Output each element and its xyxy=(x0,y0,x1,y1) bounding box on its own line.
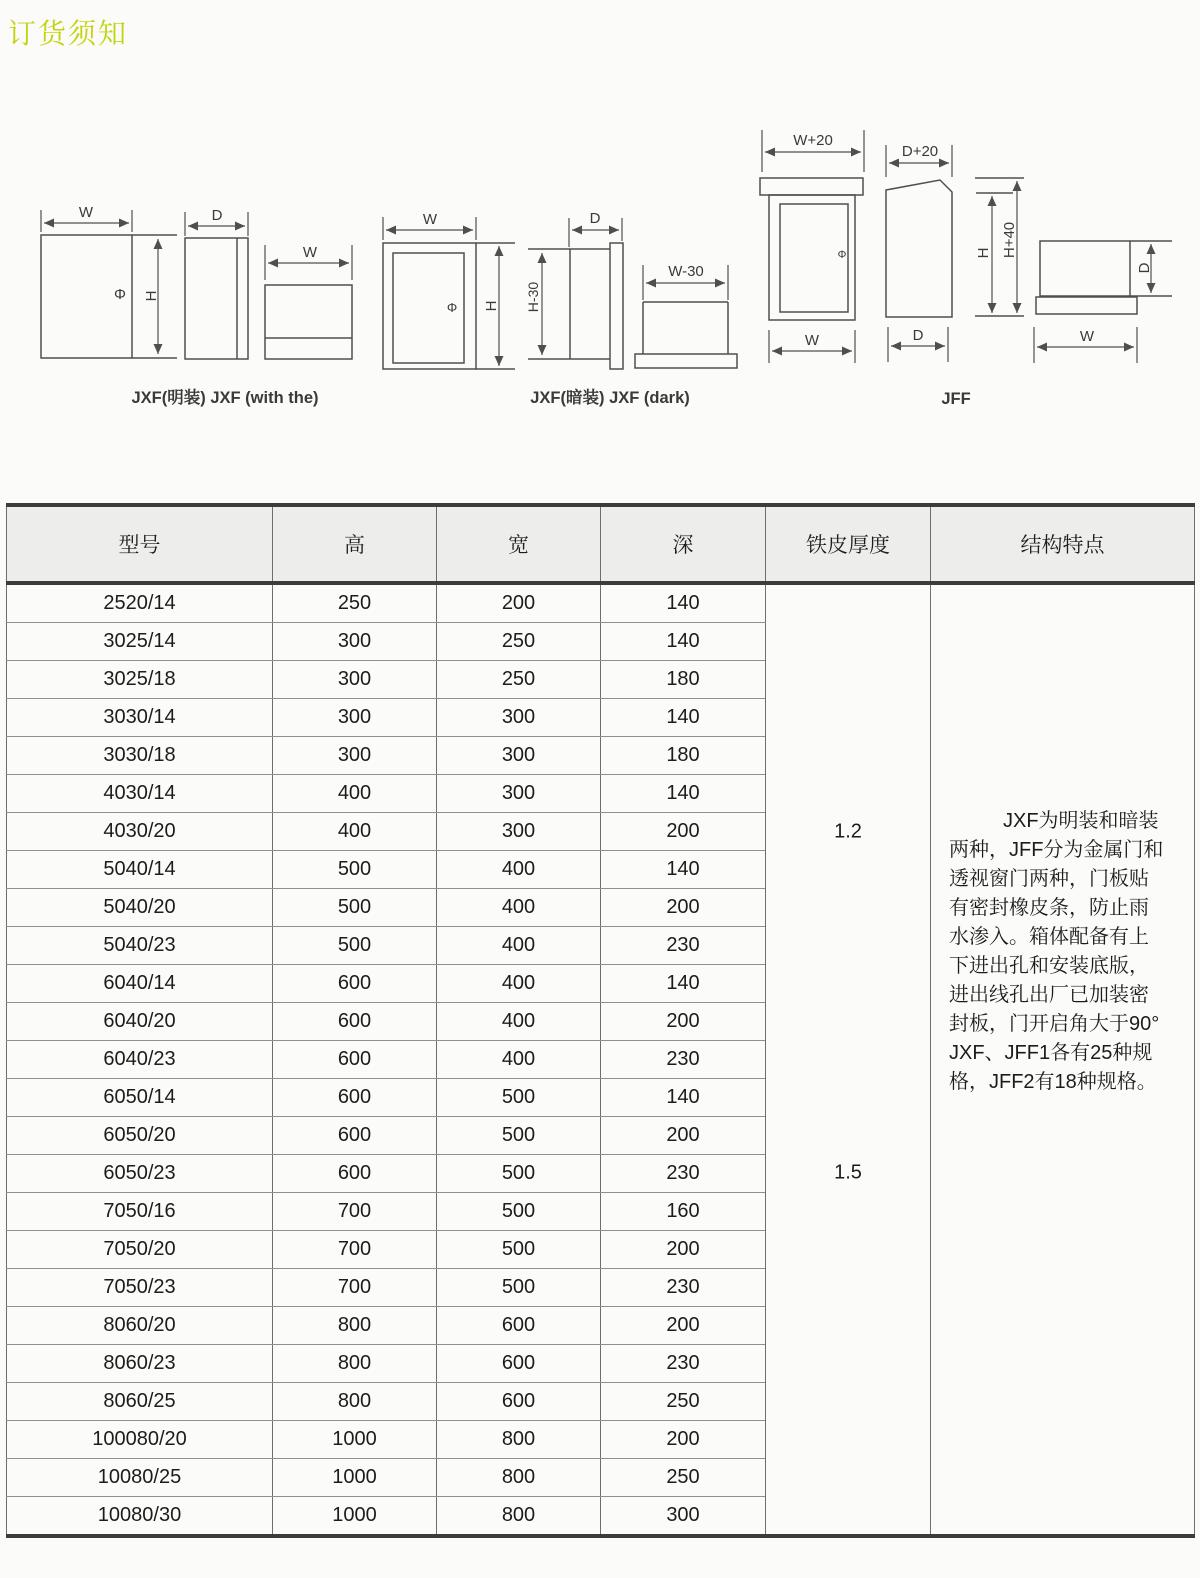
dim-d-label: D xyxy=(589,210,601,227)
jxf-flush-side-view xyxy=(525,210,623,369)
cell-height: 500 xyxy=(273,889,437,927)
cell-height: 500 xyxy=(273,851,437,889)
header-model: 型号 xyxy=(7,505,273,583)
header-width: 宽 xyxy=(437,505,601,583)
cell-depth: 140 xyxy=(601,699,766,737)
cell-width: 500 xyxy=(437,1079,601,1117)
cell-width: 800 xyxy=(437,1421,601,1459)
jxf-surface-front-view xyxy=(41,204,177,358)
cell-height: 600 xyxy=(273,1155,437,1193)
cell-model: 6040/23 xyxy=(7,1041,273,1079)
cell-width: 500 xyxy=(437,1193,601,1231)
cell-width: 400 xyxy=(437,965,601,1003)
cell-model: 5040/23 xyxy=(7,927,273,965)
jxf-surface-bottom-view xyxy=(265,244,352,359)
door-handle-icon: Φ xyxy=(446,300,458,315)
cell-height: 1000 xyxy=(273,1459,437,1497)
dim-d-label: D xyxy=(1136,262,1153,274)
cell-height: 600 xyxy=(273,1117,437,1155)
thickness-value: 1.2 xyxy=(834,820,862,843)
cell-width: 200 xyxy=(437,583,601,623)
dim-w-label: W xyxy=(302,244,318,261)
dim-d-label: D xyxy=(912,327,924,344)
dim-h-label: H xyxy=(975,247,992,259)
cell-depth: 200 xyxy=(601,889,766,927)
cell-depth: 140 xyxy=(601,775,766,813)
header-thickness: 铁皮厚度 xyxy=(766,505,931,583)
cell-model: 4030/14 xyxy=(7,775,273,813)
cell-depth: 140 xyxy=(601,583,766,623)
table-row xyxy=(7,583,1195,623)
header-height: 高 xyxy=(273,505,437,583)
cell-depth: 230 xyxy=(601,1155,766,1193)
cell-height: 800 xyxy=(273,1345,437,1383)
cell-width: 400 xyxy=(437,1041,601,1079)
cell-width: 300 xyxy=(437,775,601,813)
cell-model: 3030/14 xyxy=(7,699,273,737)
cell-model: 4030/20 xyxy=(7,813,273,851)
cell-depth: 140 xyxy=(601,851,766,889)
dim-w-label: W xyxy=(422,211,438,228)
cell-model: 10080/25 xyxy=(7,1459,273,1497)
thickness-merged-cell xyxy=(766,583,931,1536)
cell-model: 3025/14 xyxy=(7,623,273,661)
dim-h40-label: H+40 xyxy=(1001,221,1018,259)
dim-w-label: W xyxy=(804,332,820,349)
jff-top-view xyxy=(1034,241,1172,363)
cell-height: 400 xyxy=(273,813,437,851)
dim-h30-label: H-30 xyxy=(525,281,541,313)
cell-width: 400 xyxy=(437,889,601,927)
cell-height: 1000 xyxy=(273,1497,437,1537)
cell-depth: 180 xyxy=(601,737,766,775)
cell-model: 7050/23 xyxy=(7,1269,273,1307)
cell-width: 800 xyxy=(437,1459,601,1497)
cell-width: 250 xyxy=(437,661,601,699)
cell-depth: 180 xyxy=(601,661,766,699)
cell-model: 7050/16 xyxy=(7,1193,273,1231)
cell-model: 5040/20 xyxy=(7,889,273,927)
cell-model: 8060/25 xyxy=(7,1383,273,1421)
cell-height: 800 xyxy=(273,1307,437,1345)
cell-depth: 300 xyxy=(601,1497,766,1537)
cell-width: 400 xyxy=(437,1003,601,1041)
cell-height: 300 xyxy=(273,737,437,775)
spec-table xyxy=(6,503,1195,1538)
cell-width: 800 xyxy=(437,1497,601,1537)
cell-model: 6050/20 xyxy=(7,1117,273,1155)
cell-depth: 200 xyxy=(601,1307,766,1345)
dim-d20-label: D+20 xyxy=(901,143,939,160)
dimension-diagrams xyxy=(0,0,1200,470)
page-title: 订货须知 xyxy=(8,18,129,49)
cell-width: 300 xyxy=(437,813,601,851)
cell-model: 6050/23 xyxy=(7,1155,273,1193)
cell-depth: 250 xyxy=(601,1459,766,1497)
cell-width: 500 xyxy=(437,1269,601,1307)
cell-width: 500 xyxy=(437,1231,601,1269)
jxf-flush-caption: JXF(暗装) JXF (dark) xyxy=(530,389,690,407)
cell-depth: 230 xyxy=(601,927,766,965)
cell-depth: 200 xyxy=(601,1231,766,1269)
cell-depth: 200 xyxy=(601,813,766,851)
cell-depth: 140 xyxy=(601,623,766,661)
cell-height: 600 xyxy=(273,1041,437,1079)
cell-width: 500 xyxy=(437,1155,601,1193)
cell-model: 10080/30 xyxy=(7,1497,273,1537)
cell-width: 500 xyxy=(437,1117,601,1155)
cell-height: 600 xyxy=(273,1003,437,1041)
cell-model: 5040/14 xyxy=(7,851,273,889)
cell-width: 400 xyxy=(437,851,601,889)
header-features: 结构特点 xyxy=(931,505,1195,583)
dim-w-label: W xyxy=(78,204,94,221)
cell-model: 6040/14 xyxy=(7,965,273,1003)
cell-model: 6050/14 xyxy=(7,1079,273,1117)
cell-height: 700 xyxy=(273,1193,437,1231)
cell-height: 700 xyxy=(273,1269,437,1307)
cell-width: 300 xyxy=(437,699,601,737)
cell-height: 400 xyxy=(273,775,437,813)
jff-height-dimensions xyxy=(975,178,1024,316)
features-text: JXF为明装和暗装两种，JFF分为金属门和透视窗门两种，门板贴有密封橡皮条，防止雨水渗入。箱体配备有上下进出孔和安装底版，进出线孔出厂已加装密封板，门开启角大于90° JXF、JFF1各有25种规格，JFF2有18种规格。 xyxy=(949,810,1164,1093)
cell-width: 600 xyxy=(437,1345,601,1383)
jxf-flush-bottom-view xyxy=(635,263,737,368)
dim-w-label: W xyxy=(1079,328,1095,345)
cell-height: 700 xyxy=(273,1231,437,1269)
cell-height: 800 xyxy=(273,1383,437,1421)
cell-depth: 200 xyxy=(601,1117,766,1155)
thickness-value: 1.5 xyxy=(834,1161,862,1184)
cell-height: 300 xyxy=(273,699,437,737)
cell-model: 6040/20 xyxy=(7,1003,273,1041)
cell-height: 300 xyxy=(273,623,437,661)
spec-table-body xyxy=(7,583,1195,1536)
cell-model: 100080/20 xyxy=(7,1421,273,1459)
cell-model: 3025/18 xyxy=(7,661,273,699)
cell-depth: 200 xyxy=(601,1003,766,1041)
jxf-surface-side-view xyxy=(185,207,248,359)
jff-caption: JFF xyxy=(941,390,971,408)
cell-depth: 140 xyxy=(601,1079,766,1117)
jff-front-view xyxy=(760,130,864,363)
cell-model: 2520/14 xyxy=(7,583,273,623)
cell-height: 600 xyxy=(273,965,437,1003)
cell-height: 1000 xyxy=(273,1421,437,1459)
spec-table-header xyxy=(7,505,1195,583)
dim-w20-label: W+20 xyxy=(793,132,833,149)
cell-width: 300 xyxy=(437,737,601,775)
features-merged-cell xyxy=(931,583,1195,1536)
cell-width: 600 xyxy=(437,1383,601,1421)
jxf-flush-front-view xyxy=(383,211,515,369)
cell-width: 400 xyxy=(437,927,601,965)
cell-width: 250 xyxy=(437,623,601,661)
dim-w30-label: W-30 xyxy=(668,263,704,280)
jxf-surface-caption: JXF(明装) JXF (with the) xyxy=(131,389,319,407)
cell-height: 500 xyxy=(273,927,437,965)
cell-model: 8060/20 xyxy=(7,1307,273,1345)
dim-h-label: H xyxy=(483,300,500,312)
cell-depth: 200 xyxy=(601,1421,766,1459)
cell-width: 600 xyxy=(437,1307,601,1345)
cell-depth: 160 xyxy=(601,1193,766,1231)
cell-model: 7050/20 xyxy=(7,1231,273,1269)
dim-d-label: D xyxy=(211,207,223,224)
jff-side-view xyxy=(886,143,952,362)
door-handle-icon: Φ xyxy=(837,249,847,261)
cell-model: 8060/23 xyxy=(7,1345,273,1383)
cell-depth: 230 xyxy=(601,1041,766,1079)
header-depth: 深 xyxy=(601,505,766,583)
cell-depth: 250 xyxy=(601,1383,766,1421)
cell-depth: 140 xyxy=(601,965,766,1003)
cell-height: 250 xyxy=(273,583,437,623)
cell-height: 600 xyxy=(273,1079,437,1117)
door-handle-icon: Φ xyxy=(114,286,126,303)
cell-model: 3030/18 xyxy=(7,737,273,775)
cell-depth: 230 xyxy=(601,1345,766,1383)
cell-height: 300 xyxy=(273,661,437,699)
cell-depth: 230 xyxy=(601,1269,766,1307)
dim-h-label: H xyxy=(143,290,160,302)
